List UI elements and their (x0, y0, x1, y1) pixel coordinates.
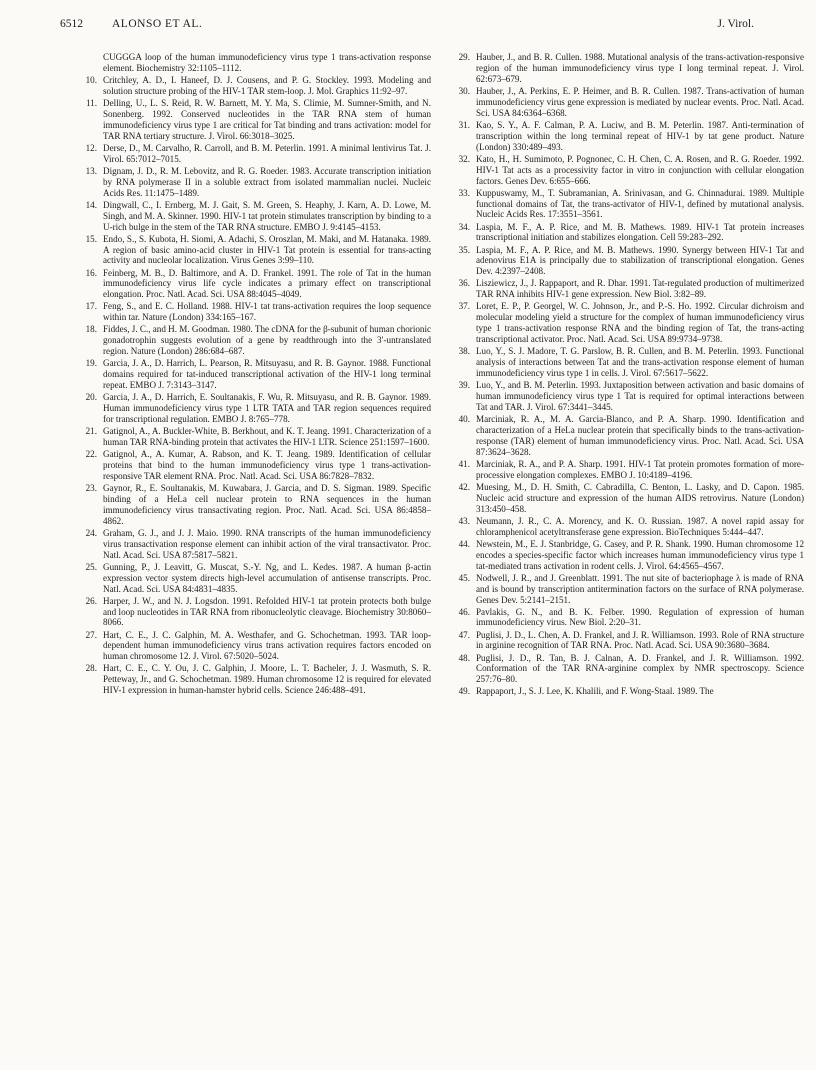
reference-text: Feinberg, M. B., D. Baltimore, and A. D. Frankel. 1991. The role of Tat in the human immunodeficiency virus life cycle indicates a primary effect on transcriptional elongation. Proc. Natl. Acad. Sci. USA 88:4045–4049. (103, 267, 431, 300)
reference-number: 40. (458, 414, 470, 425)
reference-entry (83, 562, 431, 595)
reference-entry (83, 268, 431, 301)
reference-entry (83, 98, 431, 142)
reference-text: Garcia, J. A., D. Harrich, E. Soultanakis, F. Wu, R. Mitsuyasu, and R. B. Gaynor. 1989. Human immunodeficiency virus type 1 LTR TATA and TAR region sequences required for transcriptional regulation. EMBO J. 8:765–778. (103, 392, 431, 425)
reference-text: Marciniak, R. A., and P. A. Sharp. 1991. HIV-1 Tat protein promotes formation of more-processive elongation complexes. EMBO J. 10:4189–4196. (476, 458, 804, 480)
reference-text: Pavlakis, G. N., and B. K. Felber. 1990. Regulation of expression of human immunodeficiency virus. New Biol. 2:20–31. (476, 606, 804, 628)
reference-number: 20. (85, 392, 97, 403)
reference-text: Luo, Y., S. J. Madore, T. G. Parslow, B. R. Cullen, and B. M. Peterlin. 1993. Functional analysis of interactions between Tat and the trans-activation response element of human immunodeficiency virus type 1 in cells. J. Virol. 67:5617–5622. (476, 346, 804, 379)
reference-text: Kuppuswamy, M., T. Subramanian, A. Srinivasan, and G. Chinnadurai. 1989. Multiple functional domains of Tat, the trans-activator of HIV-1, defined by mutational analysis. Nucleic Acids Res. 17:3551–3561. (476, 187, 804, 220)
reference-text: Gunning, P., J. Leavitt, G. Muscat, S.-Y. Ng, and L. Kedes. 1987. A human β-actin expression vector system directs high-level accumulation of antisense transcripts. Proc. Natl. Acad. Sci. USA 84:4831–4835. (103, 561, 431, 594)
reference-entry (456, 414, 804, 458)
reference-number: 49. (458, 686, 470, 697)
reference-text: Endo, S., S. Kubota, H. Siomi, A. Adachi, S. Oroszlan, M. Maki, and M. Hatanaka. 1989. A region of basic amino-acid cluster in HIV-1 Tat protein is essential for trans-acting activity and nucleolar localization. Virus Genes 3:99–110. (103, 233, 431, 266)
reference-text: Muesing, M., D. H. Smith, C. Cabradilla, C. Benton, L. Lasky, and D. Capon. 1985. Nucleic acid structure and expression of the human AIDS retrovirus. Nature (London) 313:450–458. (476, 481, 804, 514)
reference-entry (83, 301, 431, 323)
reference-number: 18. (85, 324, 97, 335)
reference-entry (83, 234, 431, 267)
reference-entry (456, 222, 804, 244)
running-header (60, 16, 760, 36)
reference-entry (456, 607, 804, 629)
reference-number: 39. (458, 380, 470, 391)
reference-entry (83, 426, 431, 448)
reference-entry (83, 52, 431, 74)
reference-number: 26. (85, 595, 97, 606)
reference-number: 41. (458, 458, 470, 469)
reference-number: 10. (85, 74, 97, 85)
reference-entry (456, 278, 804, 300)
reference-number: 29. (458, 52, 470, 62)
reference-text: Gatignol, A., A. Buckler-White, B. Berkhout, and K. T. Jeang. 1991. Characterization of a human TAR RNA-binding protein that activates the HIV-1 LTR. Science 251:1597–1600. (103, 426, 431, 448)
reference-text: Lisziewicz, J., J. Rappaport, and R. Dhar. 1991. Tat-regulated production of multimerized TAR RNA inhibits HIV-1 gene expression. New Biol. 3:82–89. (476, 278, 804, 300)
reference-number: 25. (85, 561, 97, 572)
references-left-column (83, 52, 431, 697)
reference-text: Dignam, J. D., R. M. Lebovitz, and R. G. Roeder. 1983. Accurate transcription initiation by RNA polymerase II in a soluble extract from isolated mammalian nuclei. Nucleic Acids Res. 11:1475–1489. (103, 165, 431, 198)
reference-text: Dingwall, C., I. Ernberg, M. J. Gait, S. M. Green, S. Heaphy, J. Karn, A. D. Lowe, M. Singh, and M. A. Skinner. 1990. HIV-1 tat protein stimulates transcription by binding to a U-rich bulge in the stem of the TAR RNA structure. EMBO J. 9:4145–4153. (103, 199, 431, 232)
reference-entry (456, 52, 804, 85)
reference-text: Fiddes, J. C., and H. M. Goodman. 1980. The cDNA for the β-subunit of human chorionic gonadotrophin suggests evolution of a gene by readthrough into the 3′-untranslated region. Nature (London) 286:684–687. (103, 324, 432, 357)
reference-number: 35. (458, 244, 470, 255)
reference-text: Rappaport, J., S. J. Lee, K. Khalili, and F. Wong-Staal. 1989. The (476, 686, 714, 697)
reference-number: 30. (458, 85, 470, 96)
reference-entry (83, 663, 431, 696)
reference-text: Luo, Y., and B. M. Peterlin. 1993. Juxtaposition between activation and basic domains of human immunodeficiency virus type 1 Tat is required for optimal interactions between Tat and TAR. J. Virol. 67:3441–3445. (476, 380, 804, 412)
reference-number: 45. (458, 572, 470, 583)
reference-entry (456, 459, 804, 481)
reference-entry (83, 596, 431, 629)
reference-entry (456, 539, 804, 572)
reference-entry (456, 301, 804, 345)
reference-text: Delling, U., L. S. Reid, R. W. Barnett, M. Y. Ma, S. Climie, M. Sumner-Smith, and N. Sonenberg. 1992. Conserved nucleotides in the TAR RNA stem of human immunodeficiency virus type 1 are critical for Tat binding and trans activation: model for TAR RNA tertiary structure. J. Virol. 66:3018–3025. (103, 97, 431, 141)
reference-text: Nodwell, J. R., and J. Greenblatt. 1991. The nut site of bacteriophage λ is made of RNA and is bound by transcription antitermination factors on the surface of RNA polymerase. Genes Dev. 5:2141–2151. (476, 572, 804, 605)
reference-number: 17. (85, 301, 97, 312)
reference-number: 12. (85, 142, 97, 153)
reference-text: Kato, H., H. Sumimoto, P. Pognonec, C. H. Chen, C. A. Rosen, and R. G. Roeder. 1992. HIV-1 Tat acts as a processivity factor in vitro in conjunction with cellular elongation factors. Genes Dev. 6:655–666. (476, 153, 804, 186)
reference-text: Neumann, J. R., C. A. Morency, and K. O. Russian. 1987. A novel rapid assay for chloramphenicol acetyltransferase gene expression. BioTechniques 5:444–447. (476, 515, 804, 537)
reference-number: 16. (85, 267, 97, 278)
reference-entry (83, 200, 431, 233)
reference-number: 33. (458, 187, 470, 198)
reference-entry (456, 686, 804, 697)
reference-text: Loret, E. P., P. Georgel, W. C. Johnson, Jr., and P.-S. Ho. 1992. Circular dichroism and molecular modeling yield a structure for the complex of human immunodeficiency virus type 1 trans-activation response RNA and the binding region of Tat, the trans-acting transcriptional activator. Proc. Natl. Acad. Sci. USA 89:9734–9738. (476, 301, 804, 345)
reference-number: 42. (458, 481, 470, 492)
reference-text: Kao, S. Y., A. F. Calman, P. A. Luciw, and B. M. Peterlin. 1987. Anti-termination of transcription within the long terminal repeat of HIV-1 by tat gene product. Nature (London) 330:489–493. (476, 119, 804, 152)
reference-text: Marciniak, R. A., M. A. Garcia-Blanco, and P. A. Sharp. 1990. Identification and characterization of a HeLa nuclear protein that specifically binds to the trans-activation-response (TAR) element of human immunodeficiency virus. Proc. Natl. Acad. Sci. USA 87:3624–3628. (476, 414, 804, 457)
reference-entry (83, 392, 431, 425)
reference-text: Puglisi, J. D., R. Tan, B. J. Calnan, A. D. Frankel, and J. R. Williamson. 1992. Conformation of the TAR RNA-arginine complex by NMR spectroscopy. Science 257:76–80. (476, 652, 804, 685)
reference-number: 28. (85, 663, 97, 674)
reference-text: Hart, C. E., C. Y. Ou, J. C. Galphin, J. Moore, L. T. Bacheler, J. J. Wasmuth, S. R. Petteway, Jr., and G. Schochetman. 1989. Human chromosome 12 is required for elevated HIV-1 expression in human-hamster hybrid cells. Science 246:488–491. (103, 663, 431, 696)
reference-number: 36. (458, 278, 470, 289)
reference-entry (456, 380, 804, 413)
reference-entry (456, 516, 804, 538)
reference-number: 14. (85, 199, 97, 210)
reference-number: 24. (85, 527, 97, 538)
reference-entry (83, 449, 431, 482)
reference-text: Newstein, M., E. J. Stanbridge, G. Casey, and P. R. Shank. 1990. Human chromosome 12 encodes a species-specific factor which increases human immunodeficiency virus type 1 tat-mediated trans activation in rodent cells. J. Virol. 64:4565–4567. (476, 538, 804, 571)
page-number: 6512 (60, 18, 83, 30)
reference-text: Laspia, M. F., A. P. Rice, and M. B. Mathews. 1990. Synergy between HIV-1 Tat and adenovirus E1A is principally due to stabilization of transcriptional elongation. Genes Dev. 4:2397–2408. (476, 244, 804, 277)
reference-entry (83, 75, 431, 97)
reference-text: Derse, D., M. Carvalho, R. Carroll, and B. M. Peterlin. 1991. A minimal lentivirus Tat. J. Virol. 65:7012–7015. (103, 142, 431, 164)
reference-entry (83, 324, 431, 357)
reference-number: 47. (458, 629, 470, 640)
reference-number: 19. (85, 358, 97, 369)
reference-entry (456, 630, 804, 652)
reference-number: 13. (85, 165, 97, 176)
reference-entry (456, 573, 804, 606)
reference-number: 27. (85, 629, 97, 640)
reference-text: Gatignol, A., A. Kumar, A. Rabson, and K. T. Jeang. 1989. Identification of cellular proteins that bind to the human immunodeficiency virus type 1 trans-activation-responsive TAR element RNA. Proc. Natl. Acad. Sci. USA 86:7828–7832. (103, 449, 431, 481)
reference-number: 44. (458, 538, 470, 549)
reference-text: Hauber, J., A. Perkins, E. P. Heimer, and B. R. Cullen. 1987. Trans-activation of human immunodeficiency virus gene expression is mediated by nuclear events. Proc. Natl. Acad. Sci. USA 84:6364–6368. (476, 85, 804, 118)
reference-number: 37. (458, 301, 470, 312)
reference-number: 34. (458, 221, 470, 232)
reference-entry (456, 154, 804, 187)
reference-entry (83, 528, 431, 561)
reference-entry (456, 188, 804, 221)
reference-text: Critchley, A. D., I. Haneef, D. J. Cousens, and P. G. Stockley. 1993. Modeling and solution structure probing of the HIV-1 TAR stem-loop. J. Mol. Graphics 11:92–97. (103, 74, 431, 96)
reference-entry (83, 630, 431, 663)
reference-entry (83, 166, 431, 199)
reference-number: 43. (458, 515, 470, 526)
reference-entry (456, 482, 804, 515)
reference-number: 23. (85, 483, 97, 493)
reference-number: 46. (458, 606, 470, 617)
reference-number: 22. (85, 449, 97, 460)
reference-number: 31. (458, 119, 470, 130)
references-right-column (456, 52, 804, 699)
reference-number: 11. (85, 97, 97, 108)
reference-entry (83, 143, 431, 165)
running-authors: ALONSO ET AL. (112, 18, 203, 30)
journal-name: J. Virol. (717, 18, 754, 30)
reference-text: Feng, S., and E. C. Holland. 1988. HIV-1 tat trans-activation requires the loop sequence within tar. Nature (London) 334:165–167. (103, 301, 431, 323)
reference-text: Gaynor, R., E. Soultanakis, M. Kuwabara, J. Garcia, and D. S. Sigman. 1989. Specific binding of a HeLa cell nuclear protein to RNA sequences in the human immunodeficiency virus transactivating region. Proc. Natl. Acad. Sci. USA 86:4858–4862. (103, 483, 431, 526)
reference-number: 32. (458, 153, 470, 164)
reference-entry (83, 358, 431, 391)
reference-entry (83, 483, 431, 527)
reference-number: 21. (85, 426, 97, 437)
reference-entry (456, 120, 804, 153)
reference-entry (456, 653, 804, 686)
reference-text: Laspia, M. F., A. P. Rice, and M. B. Mathews. 1989. HIV-1 Tat protein increases transcriptional initiation and stabilizes elongation. Cell 59:283–292. (476, 221, 804, 243)
reference-text: Puglisi, J. D., L. Chen, A. D. Frankel, and J. R. Williamson. 1993. Role of RNA structure in arginine recognition of TAR RNA. Proc. Natl. Acad. Sci. USA 90:3680–3684. (476, 629, 804, 651)
reference-text: Hart, C. E., J. C. Galphin, M. A. Westhafer, and G. Schochetman. 1993. TAR loop-dependent human immunodeficiency virus trans activation requires factors encoded on human chromosome 12. J. Virol. 67:5020–5024. (103, 629, 431, 662)
reference-text: Hauber, J., and B. R. Cullen. 1988. Mutational analysis of the trans-activation-responsive region of the human immunodeficiency virus type I long terminal repeat. J. Virol. 62:673–679. (476, 52, 804, 84)
reference-entry (456, 86, 804, 119)
reference-number: 48. (458, 652, 470, 663)
reference-text: Garcia, J. A., D. Harrich, L. Pearson, R. Mitsuyasu, and R. B. Gaynor. 1988. Functional domains required for tat-induced transcriptional activation of the HIV-1 long terminal repeat. EMBO J. 7:3143–3147. (103, 358, 431, 391)
reference-text: Harper, J. W., and N. J. Logsdon. 1991. Refolded HIV-1 tat protein protects both bulge and loop nucleotides in TAR RNA from ribonucleolytic cleavage. Biochemistry 30:8060–8066. (103, 595, 431, 628)
reference-number: 15. (85, 233, 97, 244)
reference-entry (456, 245, 804, 278)
reference-text: Graham, G. J., and J. J. Maio. 1990. RNA transcripts of the human immunodeficiency virus transactivation response element can inhibit action of the viral transactivator. Proc. Natl. Acad. Sci. USA 87:5817–5821. (103, 527, 431, 560)
reference-entry (456, 346, 804, 379)
reference-text: CUGGGA loop of the human immunodeficiency virus type 1 trans-activation response element. Biochemistry 32:1105–1112. (103, 52, 431, 73)
reference-number: 38. (458, 346, 470, 357)
